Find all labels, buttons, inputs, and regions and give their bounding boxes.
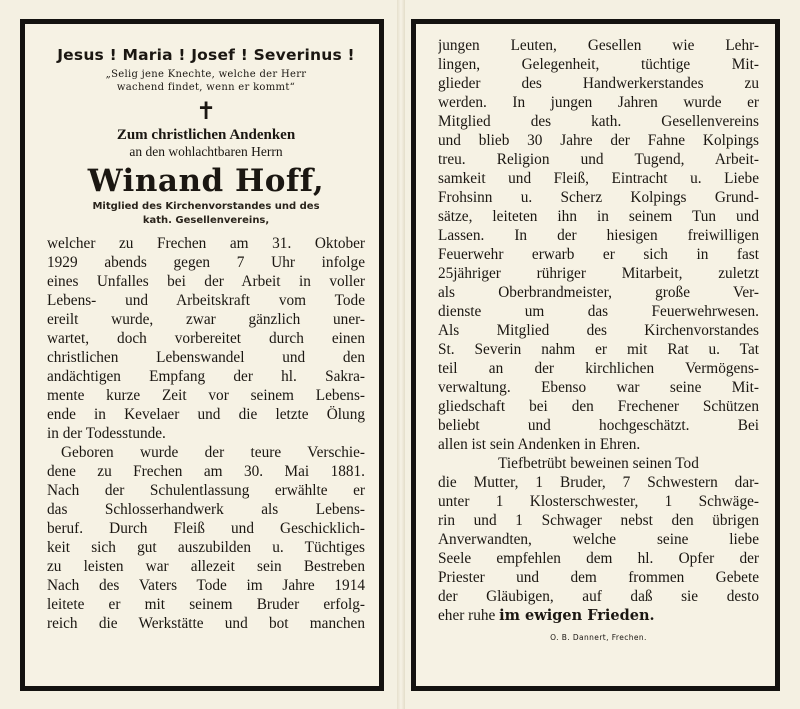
text-line: glieder des Handwerkerstandes zu [438, 75, 759, 92]
text-line: christlichen Lebenswandel und den [47, 349, 365, 366]
text-line: sätze, leiteten ihn in seinem Tun und [438, 208, 759, 225]
text-line: leitete er mit seinem Bruder erfolg- [47, 596, 365, 613]
text-line: allen ist sein Andenken in Ehren. [438, 436, 641, 453]
text-line: ende in Kevelaer und die letzte Ölung [47, 406, 365, 423]
text-line: Lassen. In der hiesigen freiwilligen [438, 227, 759, 244]
text-line: dene zu Frechen am 30. Mai 1881. [47, 463, 365, 480]
text-line: St. Severin nahm er mit Rat u. Tat [438, 341, 759, 358]
text-line: ereilt wurde, zwar gänzlich uner- [47, 311, 365, 328]
text-line: 1929 abends gegen 7 Uhr infolge [47, 254, 365, 271]
right-body-text [438, 36, 759, 625]
text-line: Tiefbetrübt beweinen seinen Tod [498, 455, 699, 472]
text-line: gliedschaft bei den Frechener Schützen [438, 398, 759, 415]
text-line: Frohsinn u. Scherz Kolpings Grund- [438, 189, 759, 206]
text-line: teil an der kirchlichen Vermögens- [438, 360, 759, 377]
text-line: rin und 1 Schwager nebst den übrigen [438, 512, 759, 529]
honoree-intro: an den wohlachtbaren Herrn [129, 144, 283, 159]
text-line: das Schlosserhandwerk als Lebens- [47, 501, 365, 518]
text-line: der Gläubigen, auf daß sie desto [438, 588, 759, 605]
text-line: Anverwandten, welche seine liebe [438, 531, 759, 548]
text-line: die Mutter, 1 Bruder, 7 Schwestern dar- [438, 474, 759, 491]
text-line: wartet, doch vorbereitet durch einen [47, 330, 365, 347]
text-line: beliebt und hochgeschätzt. Bei [438, 417, 759, 434]
memorial-heading: Zum christlichen Andenken [116, 127, 296, 143]
memberships [49, 200, 363, 228]
text-line: Feuerwehr erwarb er sich in fast [438, 246, 759, 263]
card-fold [397, 0, 405, 709]
cross-icon: ✝ [195, 97, 217, 125]
text-line: Mitglied des kath. Gesellenvereins [438, 113, 759, 130]
quote-line: „Selig jene Knechte, welche der Herr [105, 69, 307, 80]
final-prefix: eher ruhe [438, 607, 496, 624]
text-line: samkeit und Fleiß, Eintracht u. Liebe [438, 170, 759, 187]
right-panel [411, 19, 780, 691]
text-line: verwaltung. Ebenso war seine Mit- [438, 379, 759, 396]
text-line: und blieb 30 Jahre der Fahne Kolpings [438, 132, 759, 149]
text-line: dienste um das Feuerwehrwesen. [438, 303, 759, 320]
text-line: in der Todesstunde. [47, 425, 166, 442]
deceased-name: Winand Hoff, [87, 163, 325, 199]
text-line: welcher zu Frechen am 31. Oktober [47, 235, 365, 252]
text-line: Nach der Schulentlassung erwählte er [47, 482, 365, 499]
text-line: andächtigen Empfang der hl. Sakra- [47, 368, 365, 385]
text-line: reich die Werkstätte und bot manchen [47, 615, 365, 632]
scripture-quote [53, 68, 359, 94]
text-line: lingen, Gelegenheit, tüchtige Mit- [438, 56, 759, 73]
membership-line: Mitglied des Kirchenvorstandes und des [92, 201, 320, 212]
final-line [438, 606, 759, 625]
text-line: Geboren wurde der teure Verschie- [61, 444, 365, 461]
quote-line: wachend findet, wenn er kommt“ [116, 82, 296, 93]
text-line: beruf. Durch Fleiß und Geschicklich- [47, 520, 365, 537]
text-line: 25jähriger rühriger Mitarbeit, zuletzt [438, 265, 759, 282]
left-panel [20, 19, 384, 691]
text-line: jungen Leuten, Gesellen wie Lehr- [438, 37, 759, 54]
printer-credit: O. B. Dannert, Frechen. [550, 633, 647, 642]
text-line: werden. In jungen Jahren wurde er [438, 94, 759, 111]
text-line: Priester und dem frommen Gebete [438, 569, 759, 586]
left-body-text [47, 234, 365, 633]
text-line: treu. Religion und Tugend, Arbeit- [438, 151, 759, 168]
text-line: eines Unfalles bei der Arbeit in voller [47, 273, 365, 290]
invocation: Jesus ! Maria ! Josef ! Severinus ! [57, 46, 355, 64]
membership-line: kath. Gesellenvereins, [142, 215, 270, 226]
text-line: unter 1 Klosterschwester, 1 Schwäge- [438, 493, 759, 510]
text-line: Nach des Vaters Tode im Jahre 1914 [47, 577, 365, 594]
text-line: mente kurze Zeit vor seinem Lebens- [47, 387, 365, 404]
text-line: als Oberbrandmeister, große Ver- [438, 284, 759, 301]
text-line: keit sich gut auszubilden u. Tüchtiges [47, 539, 365, 556]
final-emphasis: im ewigen Frieden. [499, 607, 655, 624]
text-line: zu leisten war allezeit sein Bestreben [47, 558, 365, 575]
text-line: Seele empfehlen dem hl. Opfer der [438, 550, 759, 567]
text-line: Lebens- und Arbeitskraft vom Tode [47, 292, 365, 309]
text-line: Als Mitglied des Kirchenvorstandes [438, 322, 759, 339]
